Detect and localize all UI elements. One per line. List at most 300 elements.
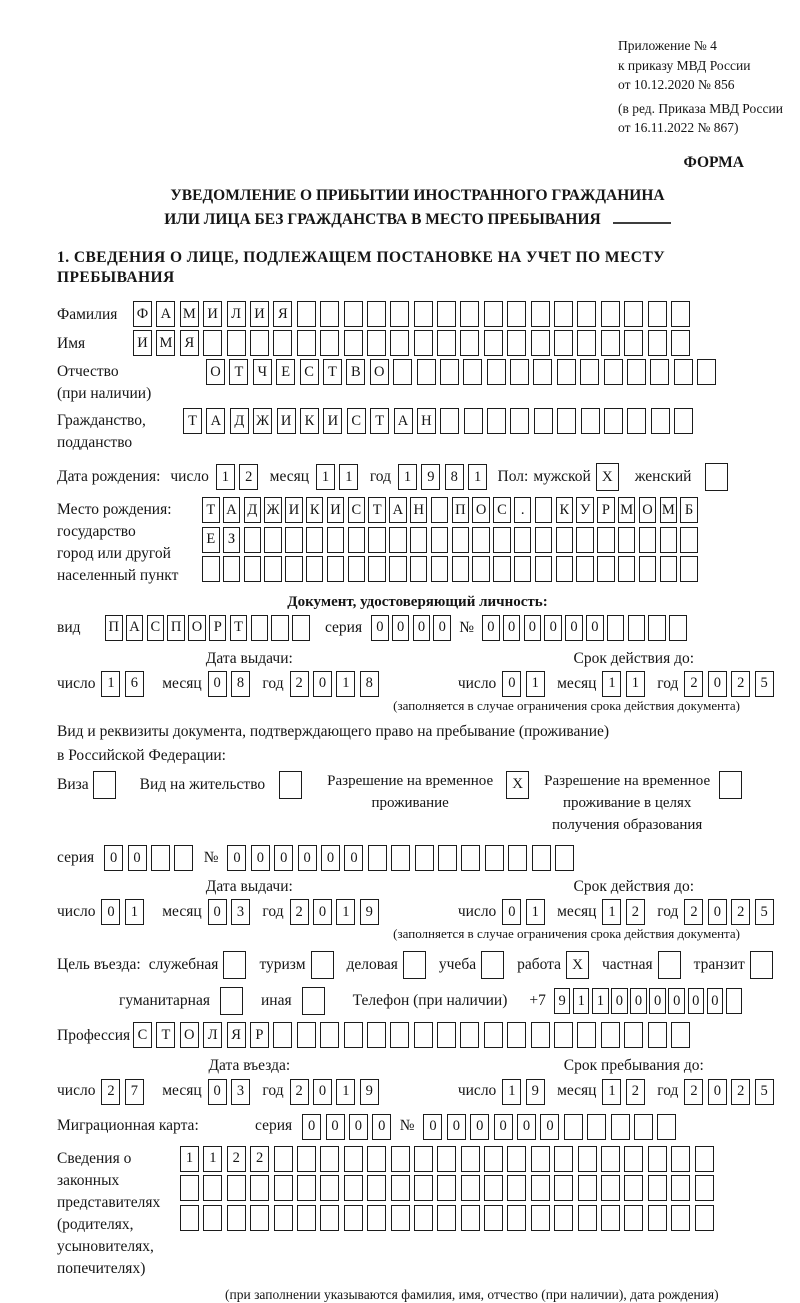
char-cell [556, 556, 574, 582]
char-cell: Т [368, 497, 386, 523]
char-cell [227, 1175, 246, 1201]
char-cell: К [306, 497, 324, 523]
char-cell [320, 1205, 339, 1231]
char-cell: 1 [592, 988, 609, 1014]
char-cell [531, 1022, 550, 1048]
char-cell: О [188, 615, 206, 641]
char-cell: 2 [731, 1079, 750, 1105]
birth-place-row [57, 497, 778, 587]
char-cell [624, 330, 643, 356]
char-cell: 0 [423, 1114, 442, 1140]
char-cell [554, 1022, 573, 1048]
issue-date-title: Дата выдачи: [57, 649, 442, 669]
doc-series-cells [371, 615, 454, 641]
purpose-option: туризм [259, 951, 338, 979]
purpose-checkbox: X [566, 951, 589, 979]
char-cell [484, 1146, 503, 1172]
char-cell [306, 527, 324, 553]
char-cell [348, 556, 366, 582]
section1-heading: 1. СВЕДЕНИЯ О ЛИЦЕ, ПОДЛЕЖАЩЕМ ПОСТАНОВКЕ НА УЧЕТ ПО МЕСТУ ПРЕБЫВАНИЯ [57, 248, 778, 288]
char-cell: 0 [540, 1114, 559, 1140]
char-cell [648, 615, 666, 641]
char-cell [202, 556, 220, 582]
char-cell [634, 1114, 653, 1140]
char-cell [461, 845, 480, 871]
char-cell: 0 [208, 1079, 227, 1105]
identity-doc-dates [57, 671, 778, 697]
char-cell: И [250, 301, 269, 327]
char-cell: 0 [321, 845, 340, 871]
char-cell: Ф [133, 301, 152, 327]
stay-day-cells [502, 1079, 549, 1105]
char-cell [227, 1205, 246, 1231]
char-cell: 2 [626, 899, 645, 925]
char-cell: 0 [101, 899, 120, 925]
char-cell [680, 556, 698, 582]
char-cell: 0 [517, 1114, 536, 1140]
char-cell [601, 330, 620, 356]
char-cell: 2 [290, 899, 309, 925]
char-cell [437, 330, 456, 356]
char-cell [624, 1205, 643, 1231]
char-cell: 0 [251, 845, 270, 871]
char-cell: В [346, 359, 365, 385]
char-cell [393, 359, 412, 385]
char-cell: 1 [203, 1146, 222, 1172]
issue-day-cells [101, 899, 148, 925]
char-cell: 0 [688, 988, 705, 1014]
char-cell [414, 1205, 433, 1231]
temp-residence-checkbox: X [506, 771, 529, 799]
amendment-line: от 16.11.2022 № 867) [618, 118, 800, 138]
char-cell [695, 1175, 714, 1201]
char-cell [368, 845, 387, 871]
char-cell [535, 497, 553, 523]
char-cell: К [300, 408, 319, 434]
surname-cells [133, 301, 694, 327]
entry-date-group [57, 1079, 410, 1105]
char-cell [510, 408, 529, 434]
char-cell [390, 330, 409, 356]
month-label: месяц [557, 1081, 596, 1101]
issue-year-cells [290, 671, 384, 697]
char-cell: 0 [344, 845, 363, 871]
char-cell [320, 301, 339, 327]
char-cell: С [300, 359, 319, 385]
char-cell [389, 527, 407, 553]
birth-place-cells-2 [202, 527, 701, 553]
char-cell [437, 1022, 456, 1048]
purpose-checkbox [403, 951, 426, 979]
char-cell: А [389, 497, 407, 523]
profession-row [57, 1022, 778, 1048]
char-cell [514, 556, 532, 582]
patronymic-row [57, 359, 778, 405]
char-cell: О [370, 359, 389, 385]
char-cell: Я [273, 301, 292, 327]
valid-month-cells [602, 671, 649, 697]
char-cell [484, 1205, 503, 1231]
char-cell [264, 556, 282, 582]
char-cell: 2 [731, 899, 750, 925]
char-cell [726, 988, 743, 1014]
char-cell [417, 359, 436, 385]
char-cell [297, 1205, 316, 1231]
entry-purpose-label: Цель въезда: [57, 955, 141, 975]
char-cell: 1 [339, 464, 358, 490]
char-cell [660, 556, 678, 582]
char-cell [648, 1146, 667, 1172]
char-cell: Р [209, 615, 227, 641]
char-cell: 1 [573, 988, 590, 1014]
char-cell: Т [156, 1022, 175, 1048]
char-cell [581, 408, 600, 434]
char-cell [554, 330, 573, 356]
char-cell [601, 1022, 620, 1048]
stay-doc-dates [57, 899, 778, 925]
char-cell [554, 1175, 573, 1201]
blank-underline [613, 221, 671, 224]
char-cell [320, 330, 339, 356]
char-cell: Ж [264, 497, 282, 523]
migration-number-cells [423, 1114, 680, 1140]
char-cell [674, 408, 693, 434]
char-cell [510, 359, 529, 385]
issue-month-cells [208, 899, 255, 925]
char-cell: С [493, 497, 511, 523]
char-cell [452, 556, 470, 582]
birth-day-cells [216, 464, 263, 490]
form-title [57, 184, 778, 232]
year-label: год [657, 674, 678, 694]
patronymic-cells [206, 359, 721, 385]
citizenship-label: Гражданство, подданство [57, 408, 183, 454]
char-cell: И [203, 301, 222, 327]
valid-until-title: Срок действия до: [490, 877, 778, 897]
entry-purpose-row-2 [119, 987, 778, 1015]
char-cell: П [167, 615, 185, 641]
char-cell [607, 615, 625, 641]
doc-kind-cells [105, 615, 313, 641]
char-cell [244, 556, 262, 582]
char-cell [174, 845, 193, 871]
char-cell: З [223, 527, 241, 553]
char-cell: 0 [544, 615, 562, 641]
char-cell: 2 [290, 671, 309, 697]
citizenship-cells [183, 408, 698, 434]
char-cell [695, 1205, 714, 1231]
birth-date-label: Дата рождения: [57, 467, 160, 487]
char-cell: 5 [755, 1079, 774, 1105]
appendix-line: к приказу МВД России [618, 56, 800, 76]
char-cell: Д [244, 497, 262, 523]
char-cell [576, 556, 594, 582]
char-cell [452, 527, 470, 553]
char-cell: 0 [274, 845, 293, 871]
char-cell [320, 1175, 339, 1201]
char-cell: 0 [371, 615, 389, 641]
char-cell [577, 301, 596, 327]
char-cell: 3 [231, 899, 250, 925]
char-cell [203, 1175, 222, 1201]
char-cell: 1 [502, 1079, 521, 1105]
migration-series-cells [302, 1114, 396, 1140]
char-cell [367, 1022, 386, 1048]
char-cell [463, 359, 482, 385]
purpose-checkbox [481, 951, 504, 979]
char-cell [460, 330, 479, 356]
char-cell [671, 1175, 690, 1201]
char-cell [587, 1114, 606, 1140]
char-cell: 9 [421, 464, 440, 490]
char-cell: А [126, 615, 144, 641]
migration-card-label: Миграционная карта: [57, 1116, 255, 1136]
temp-residence-option [322, 771, 529, 815]
form-label: ФОРМА [57, 153, 778, 173]
char-cell: Т [323, 359, 342, 385]
char-cell [508, 845, 527, 871]
char-cell [578, 1146, 597, 1172]
char-cell [344, 1022, 363, 1048]
doc-number-cells [482, 615, 690, 641]
restriction-note: (заполняется в случае ограничения срока действия документа) [57, 926, 778, 943]
representatives-note: (при заполнении указываются фамилия, имя, отчество (при наличии), дата рождения) [225, 1286, 778, 1303]
char-cell: 9 [360, 899, 379, 925]
char-cell: М [180, 301, 199, 327]
stay-year-cells [684, 1079, 778, 1105]
permit-options-row [57, 771, 778, 836]
issue-month-cells [208, 671, 255, 697]
char-cell: П [105, 615, 123, 641]
char-cell: 0 [482, 615, 500, 641]
char-cell [493, 527, 511, 553]
char-cell [671, 1205, 690, 1231]
char-cell [484, 1175, 503, 1201]
char-cell [180, 1175, 199, 1201]
stay-doc-intro-1: Вид и реквизиты документа, подтверждающего право на пребывание (проживание) [57, 722, 778, 742]
char-cell: Т [229, 359, 248, 385]
char-cell: 0 [208, 671, 227, 697]
char-cell [460, 301, 479, 327]
series-label: серия [57, 848, 94, 868]
sex-label: Пол: [498, 467, 529, 487]
char-cell [624, 1175, 643, 1201]
form-title-line2: ИЛИ ЛИЦА БЕЗ ГРАЖДАНСТВА В МЕСТО ПРЕБЫВАНИЯ [57, 208, 778, 232]
char-cell [438, 845, 457, 871]
day-label: число [57, 1081, 95, 1101]
char-cell [415, 845, 434, 871]
char-cell [531, 1146, 550, 1172]
char-cell [671, 301, 690, 327]
char-cell: 0 [586, 615, 604, 641]
sex-female-checkbox [705, 463, 728, 491]
char-cell: П [452, 497, 470, 523]
char-cell: 0 [502, 899, 521, 925]
char-cell [639, 556, 657, 582]
char-cell: 0 [413, 615, 431, 641]
representatives-grid [180, 1146, 718, 1235]
char-cell [484, 1022, 503, 1048]
char-cell [414, 330, 433, 356]
char-cell [604, 408, 623, 434]
issue-date-title: Дата выдачи: [57, 877, 442, 897]
day-label: число [458, 674, 496, 694]
char-cell: Т [202, 497, 220, 523]
char-cell [440, 359, 459, 385]
char-cell [651, 408, 670, 434]
char-cell [461, 1175, 480, 1201]
temp-residence-edu-option [541, 771, 742, 836]
char-cell [410, 527, 428, 553]
char-cell [460, 1022, 479, 1048]
appendix-line: Приложение № 4 [618, 36, 800, 56]
valid-day-cells [502, 899, 549, 925]
char-cell [531, 330, 550, 356]
valid-year-cells [684, 899, 778, 925]
phone-prefix: +7 [529, 991, 546, 1011]
char-cell [297, 1146, 316, 1172]
char-cell [348, 527, 366, 553]
char-cell: 1 [316, 464, 335, 490]
char-cell [534, 408, 553, 434]
issue-date-group [57, 899, 410, 925]
char-cell [648, 1022, 667, 1048]
char-cell [624, 301, 643, 327]
char-cell: 1 [526, 899, 545, 925]
char-cell [285, 556, 303, 582]
temp-residence-edu-checkbox [719, 771, 742, 799]
char-cell [367, 1205, 386, 1231]
char-cell [251, 615, 269, 641]
char-cell: А [206, 408, 225, 434]
char-cell [368, 527, 386, 553]
birth-year-cells [398, 464, 492, 490]
char-cell [320, 1022, 339, 1048]
char-cell: 1 [602, 1079, 621, 1105]
char-cell: У [576, 497, 594, 523]
char-cell [431, 556, 449, 582]
char-cell [414, 1175, 433, 1201]
char-cell: 9 [526, 1079, 545, 1105]
char-cell [577, 1022, 596, 1048]
year-label: год [262, 902, 283, 922]
char-cell: 8 [360, 671, 379, 697]
char-cell: Ж [253, 408, 272, 434]
purpose-checkbox [311, 951, 334, 979]
identity-doc-date-titles [57, 649, 778, 669]
char-cell: Р [250, 1022, 269, 1048]
char-cell [618, 556, 636, 582]
char-cell [440, 408, 459, 434]
char-cell: С [348, 497, 366, 523]
char-cell: 1 [101, 671, 120, 697]
char-cell: 0 [502, 671, 521, 697]
issue-day-cells [101, 671, 148, 697]
given-name-cells [133, 330, 694, 356]
char-cell: А [223, 497, 241, 523]
representatives-cells-1 [180, 1146, 718, 1172]
char-cell [580, 359, 599, 385]
char-cell: О [472, 497, 490, 523]
char-cell [306, 556, 324, 582]
purpose-checkbox [220, 987, 243, 1015]
month-label: месяц [557, 674, 596, 694]
char-cell [151, 845, 170, 871]
residence-permit-option [140, 771, 303, 799]
char-cell: И [133, 330, 152, 356]
char-cell [431, 527, 449, 553]
profession-label: Профессия [57, 1022, 133, 1046]
char-cell: 0 [470, 1114, 489, 1140]
char-cell: 1 [468, 464, 487, 490]
purpose-checkbox [658, 951, 681, 979]
char-cell: 1 [336, 1079, 355, 1105]
char-cell [557, 408, 576, 434]
profession-cells [133, 1022, 694, 1048]
char-cell [484, 330, 503, 356]
stay-doc-number-cells [227, 845, 578, 871]
char-cell [327, 527, 345, 553]
char-cell: 2 [239, 464, 258, 490]
purpose-option: иная [261, 987, 325, 1015]
sex-female-label: женский [635, 467, 692, 487]
char-cell [273, 1022, 292, 1048]
char-cell [344, 1175, 363, 1201]
char-cell [320, 1146, 339, 1172]
char-cell [669, 615, 687, 641]
valid-day-cells [502, 671, 549, 697]
char-cell: 0 [372, 1114, 391, 1140]
char-cell [624, 1146, 643, 1172]
birth-place-grid [202, 497, 701, 586]
char-cell: 2 [101, 1079, 120, 1105]
entry-day-cells [101, 1079, 148, 1105]
char-cell [223, 556, 241, 582]
char-cell [250, 1175, 269, 1201]
birth-month-cells [316, 464, 363, 490]
purpose-option: транзит [694, 951, 778, 979]
char-cell: Л [227, 301, 246, 327]
char-cell: И [285, 497, 303, 523]
char-cell [627, 359, 646, 385]
char-cell: О [206, 359, 225, 385]
char-cell: 0 [326, 1114, 345, 1140]
phone-label: Телефон (при наличии) [353, 991, 508, 1011]
char-cell [648, 1175, 667, 1201]
char-cell: 0 [494, 1114, 513, 1140]
char-cell [611, 1114, 630, 1140]
stay-doc-series-cells [104, 845, 198, 871]
char-cell: 7 [125, 1079, 144, 1105]
valid-year-cells [684, 671, 778, 697]
char-cell [464, 408, 483, 434]
char-cell: 0 [298, 845, 317, 871]
year-label: год [657, 1081, 678, 1101]
issue-year-cells [290, 899, 384, 925]
char-cell [578, 1175, 597, 1201]
char-cell: 0 [668, 988, 685, 1014]
char-cell: 0 [503, 615, 521, 641]
entry-year-cells [290, 1079, 384, 1105]
char-cell: Т [370, 408, 389, 434]
char-cell: 3 [231, 1079, 250, 1105]
char-cell: Т [230, 615, 248, 641]
char-cell: 0 [707, 988, 724, 1014]
identity-doc-heading: Документ, удостоверяющий личность: [57, 593, 778, 613]
char-cell: Т [183, 408, 202, 434]
char-cell: 0 [302, 1114, 321, 1140]
char-cell [554, 301, 573, 327]
